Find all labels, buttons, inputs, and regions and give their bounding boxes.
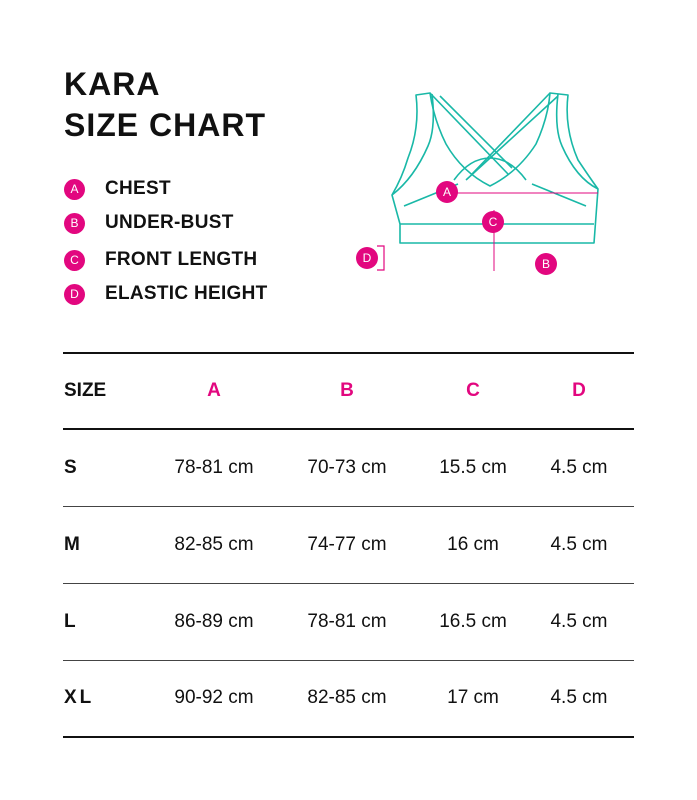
legend-badge-c: C [64, 250, 85, 271]
marker-a [436, 181, 458, 203]
elastic-height-cell: 4.5 cm [550, 611, 608, 632]
marker-c-label: C [488, 215, 498, 229]
header-d: D [572, 380, 586, 401]
legend-badge-b: B [64, 213, 85, 234]
table-top-rule [63, 352, 634, 354]
under-bust-cell: 74-77 cm [307, 534, 387, 555]
under-bust-cell: 70-73 cm [307, 457, 387, 478]
title-line-2: SIZE CHART [64, 107, 266, 143]
title-line-1: KARA [64, 66, 161, 102]
front-length-cell: 15.5 cm [439, 457, 507, 478]
row-divider [63, 660, 634, 661]
legend-item-under-bust [64, 212, 234, 234]
marker-b [535, 253, 557, 275]
table-header-rule [63, 428, 634, 430]
chest-cell: 90-92 cm [174, 687, 254, 708]
measurement-guides [377, 193, 598, 271]
legend-label-front-length: FRONT LENGTH [105, 249, 258, 270]
page-title [64, 64, 266, 146]
front-length-cell: 17 cm [447, 687, 499, 708]
size-cell: S [64, 457, 77, 478]
legend-item-chest [64, 178, 171, 200]
size-cell: XL [64, 687, 95, 708]
marker-d-label: D [362, 251, 372, 265]
under-bust-cell: 78-81 cm [307, 611, 387, 632]
elastic-height-cell: 4.5 cm [550, 457, 608, 478]
elastic-height-cell: 4.5 cm [550, 534, 608, 555]
elastic-height-bracket [377, 246, 384, 270]
marker-d [356, 247, 378, 269]
front-length-cell: 16 cm [447, 534, 499, 555]
legend-label-elastic-height: ELASTIC HEIGHT [105, 283, 268, 304]
legend-item-elastic-height [64, 283, 268, 305]
row-divider [63, 583, 634, 584]
legend-label-chest: CHEST [105, 178, 171, 199]
chest-cell: 78-81 cm [174, 457, 254, 478]
header-b: B [340, 380, 354, 401]
front-length-cell: 16.5 cm [439, 611, 507, 632]
marker-b-label: B [541, 257, 551, 271]
marker-a-label: A [442, 185, 452, 199]
table-bottom-rule [63, 736, 634, 738]
header-size: SIZE [64, 380, 107, 401]
header-a: A [207, 380, 221, 401]
marker-c [482, 211, 504, 233]
chest-cell: 86-89 cm [174, 611, 254, 632]
bra-measurement-diagram [350, 88, 610, 283]
legend-item-front-length [64, 249, 257, 271]
elastic-height-cell: 4.5 cm [550, 687, 608, 708]
under-bust-cell: 82-85 cm [307, 687, 387, 708]
header-c: C [466, 380, 480, 401]
diagram-markers [356, 181, 557, 275]
legend-label-under-bust: UNDER-BUST [105, 212, 234, 233]
legend-badge-a: A [64, 179, 85, 200]
legend-badge-d: D [64, 284, 85, 305]
size-cell: L [64, 611, 76, 632]
chest-cell: 82-85 cm [174, 534, 254, 555]
row-divider [63, 506, 634, 507]
size-cell: M [64, 534, 80, 555]
